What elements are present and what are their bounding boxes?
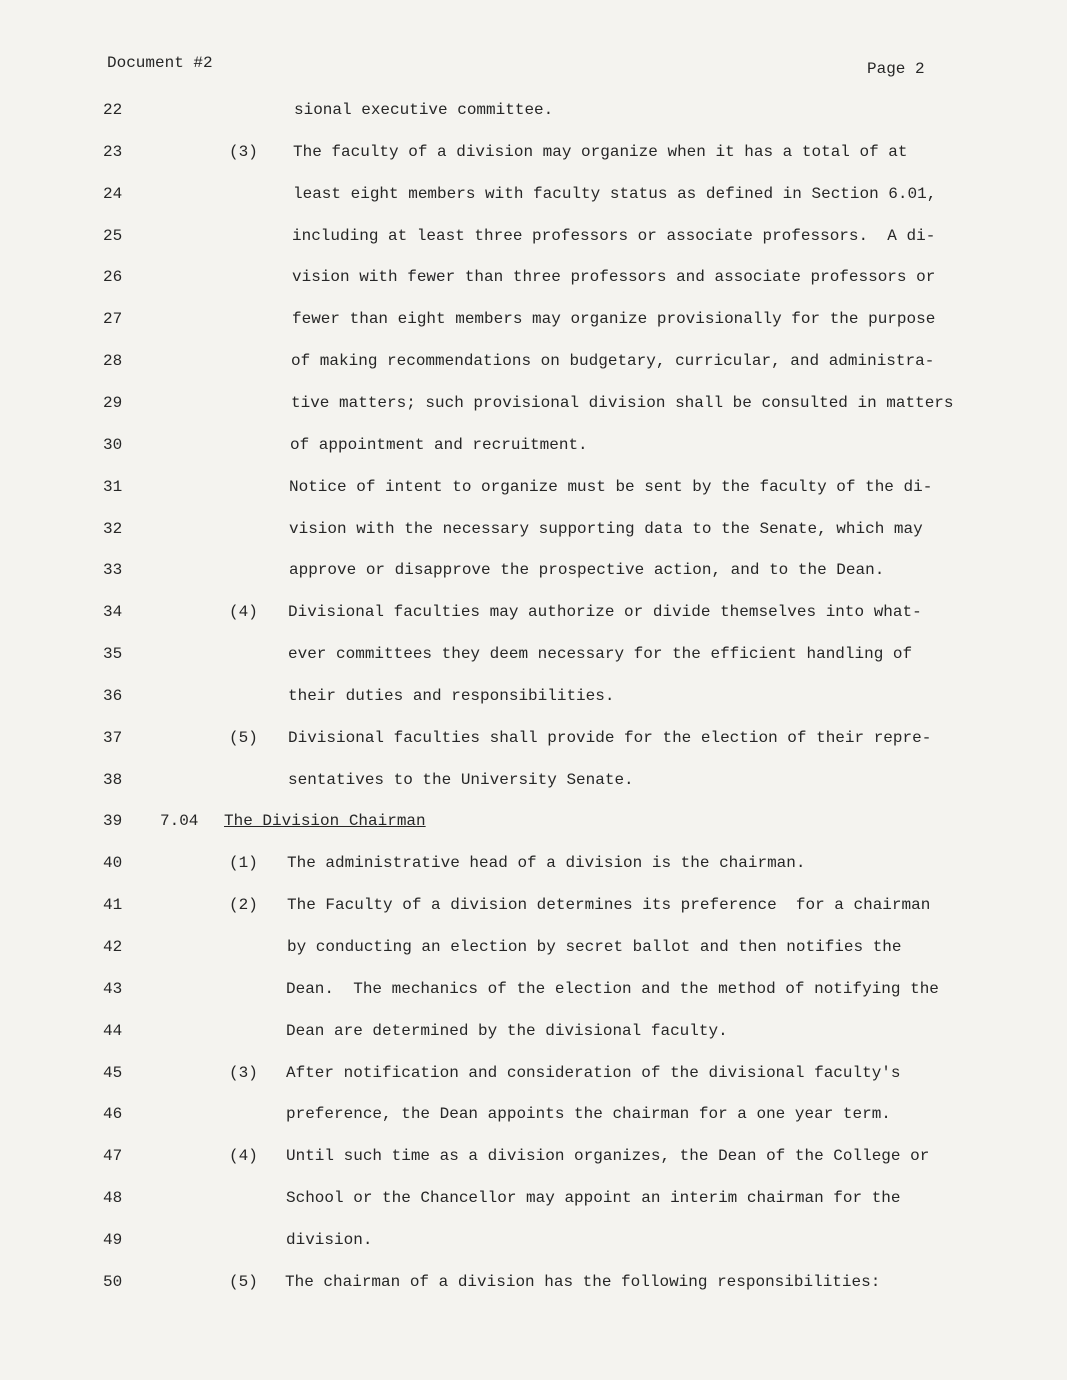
line-text: of making recommendations on budgetary, curricular, and administra- — [291, 352, 935, 371]
document-line — [0, 179, 1067, 209]
line-number: 38 — [103, 770, 123, 789]
document-line — [0, 1016, 1067, 1046]
line-number: 28 — [103, 352, 123, 371]
document-line — [0, 723, 1067, 753]
line-number: 23 — [103, 142, 123, 161]
line-number: 39 — [103, 812, 123, 831]
line-number: 43 — [103, 979, 123, 998]
line-text: preference, the Dean appoints the chairman for a one year term. — [286, 1105, 891, 1124]
line-text: The administrative head of a division is the chairman. — [287, 854, 806, 873]
line-text: Dean are determined by the divisional faculty. — [286, 1021, 728, 1040]
section-heading: The Division Chairman — [224, 812, 426, 831]
document-line — [0, 388, 1067, 418]
item-marker: (2) — [229, 896, 258, 915]
document-line — [0, 304, 1067, 334]
line-text: vision with fewer than three professors and associate professors or — [292, 268, 936, 287]
document-line — [0, 806, 1067, 836]
document-line — [0, 1267, 1067, 1297]
line-text: Dean. The mechanics of the election and the method of notifying the — [286, 979, 939, 998]
document-line — [0, 1183, 1067, 1213]
document-line — [0, 262, 1067, 292]
line-number: 26 — [103, 268, 123, 287]
document-line — [0, 932, 1067, 962]
line-number: 29 — [103, 393, 123, 412]
document-line — [0, 430, 1067, 460]
item-marker: (5) — [229, 728, 258, 747]
line-number: 22 — [103, 101, 123, 119]
line-text: by conducting an election by secret ballot and then notifies the — [287, 938, 902, 956]
line-number: 30 — [103, 435, 123, 454]
line-text: including at least three professors or associate professors. A di- — [292, 226, 936, 245]
document-line — [0, 514, 1067, 544]
line-text: Until such time as a division organizes, the Dean of the College or — [286, 1147, 930, 1166]
document-line — [0, 974, 1067, 1004]
line-number: 49 — [103, 1230, 123, 1249]
section-number: 7.04 — [160, 812, 199, 831]
document-line — [0, 555, 1067, 585]
document-line — [0, 639, 1067, 669]
line-number: 35 — [103, 645, 123, 664]
line-number: 34 — [103, 603, 123, 622]
document-line — [0, 221, 1067, 251]
line-text: The chairman of a division has the following responsibilities: — [285, 1272, 881, 1291]
item-marker: (4) — [229, 1147, 258, 1166]
document-line — [0, 1099, 1067, 1129]
document-line — [0, 1141, 1067, 1171]
line-number: 47 — [103, 1147, 123, 1166]
line-number: 32 — [103, 519, 123, 538]
line-number: 45 — [103, 1063, 123, 1082]
document-line — [0, 346, 1067, 376]
item-marker: (3) — [229, 1063, 258, 1082]
line-number: 25 — [103, 226, 123, 245]
line-text: division. — [286, 1230, 373, 1249]
line-number: 41 — [103, 896, 123, 915]
line-text: After notification and consideration of the divisional faculty's — [286, 1063, 901, 1082]
document-line — [0, 1058, 1067, 1088]
line-text: ever committees they deem necessary for the efficient handling of — [288, 645, 913, 664]
document-line — [0, 848, 1067, 878]
line-number: 44 — [103, 1021, 123, 1040]
line-text: School or the Chancellor may appoint an interim chairman for the — [286, 1189, 901, 1208]
line-number: 33 — [103, 561, 123, 580]
line-number: 37 — [103, 728, 123, 747]
line-text: tive matters; such provisional division shall be consulted in matters — [291, 393, 954, 412]
document-line — [0, 890, 1067, 920]
document-line — [0, 95, 1067, 125]
line-text: Notice of intent to organize must be sent by the faculty of the di- — [289, 477, 933, 496]
page-label: Page 2 — [867, 60, 925, 78]
document-line — [0, 681, 1067, 711]
line-text: The Faculty of a division determines its preference for a chairman — [287, 896, 931, 915]
item-marker: (3) — [229, 142, 258, 161]
line-number: 40 — [103, 854, 123, 873]
item-marker: (5) — [229, 1272, 258, 1291]
line-text: of appointment and recruitment. — [290, 435, 588, 454]
line-number: 50 — [103, 1272, 123, 1291]
line-text: Divisional faculties may authorize or divide themselves into what- — [288, 603, 922, 622]
document-label: Document #2 — [107, 54, 213, 72]
item-marker: (1) — [229, 854, 258, 873]
line-text: Divisional faculties shall provide for the election of their repre- — [288, 728, 932, 747]
document-line — [0, 137, 1067, 167]
line-number: 31 — [103, 477, 123, 496]
document-line — [0, 597, 1067, 627]
line-text: The faculty of a division may organize when it has a total of at — [293, 142, 908, 161]
line-number: 27 — [103, 310, 123, 329]
document-line — [0, 765, 1067, 795]
line-text: sentatives to the University Senate. — [288, 770, 634, 789]
line-number: 46 — [103, 1105, 123, 1124]
line-text: least eight members with faculty status as defined in Section 6.01, — [293, 184, 937, 203]
line-text: sional executive committee. — [294, 101, 554, 119]
item-marker: (4) — [229, 603, 258, 622]
line-number: 48 — [103, 1189, 123, 1208]
line-text: approve or disapprove the prospective action, and to the Dean. — [289, 561, 885, 580]
line-text: their duties and responsibilities. — [288, 686, 615, 705]
line-number: 24 — [103, 184, 123, 203]
line-number: 42 — [103, 938, 123, 956]
document-line — [0, 1225, 1067, 1255]
line-text: fewer than eight members may organize provisionally for the purpose — [292, 310, 936, 329]
line-number: 36 — [103, 686, 123, 705]
line-text: vision with the necessary supporting data to the Senate, which may — [289, 519, 923, 538]
document-line — [0, 472, 1067, 502]
